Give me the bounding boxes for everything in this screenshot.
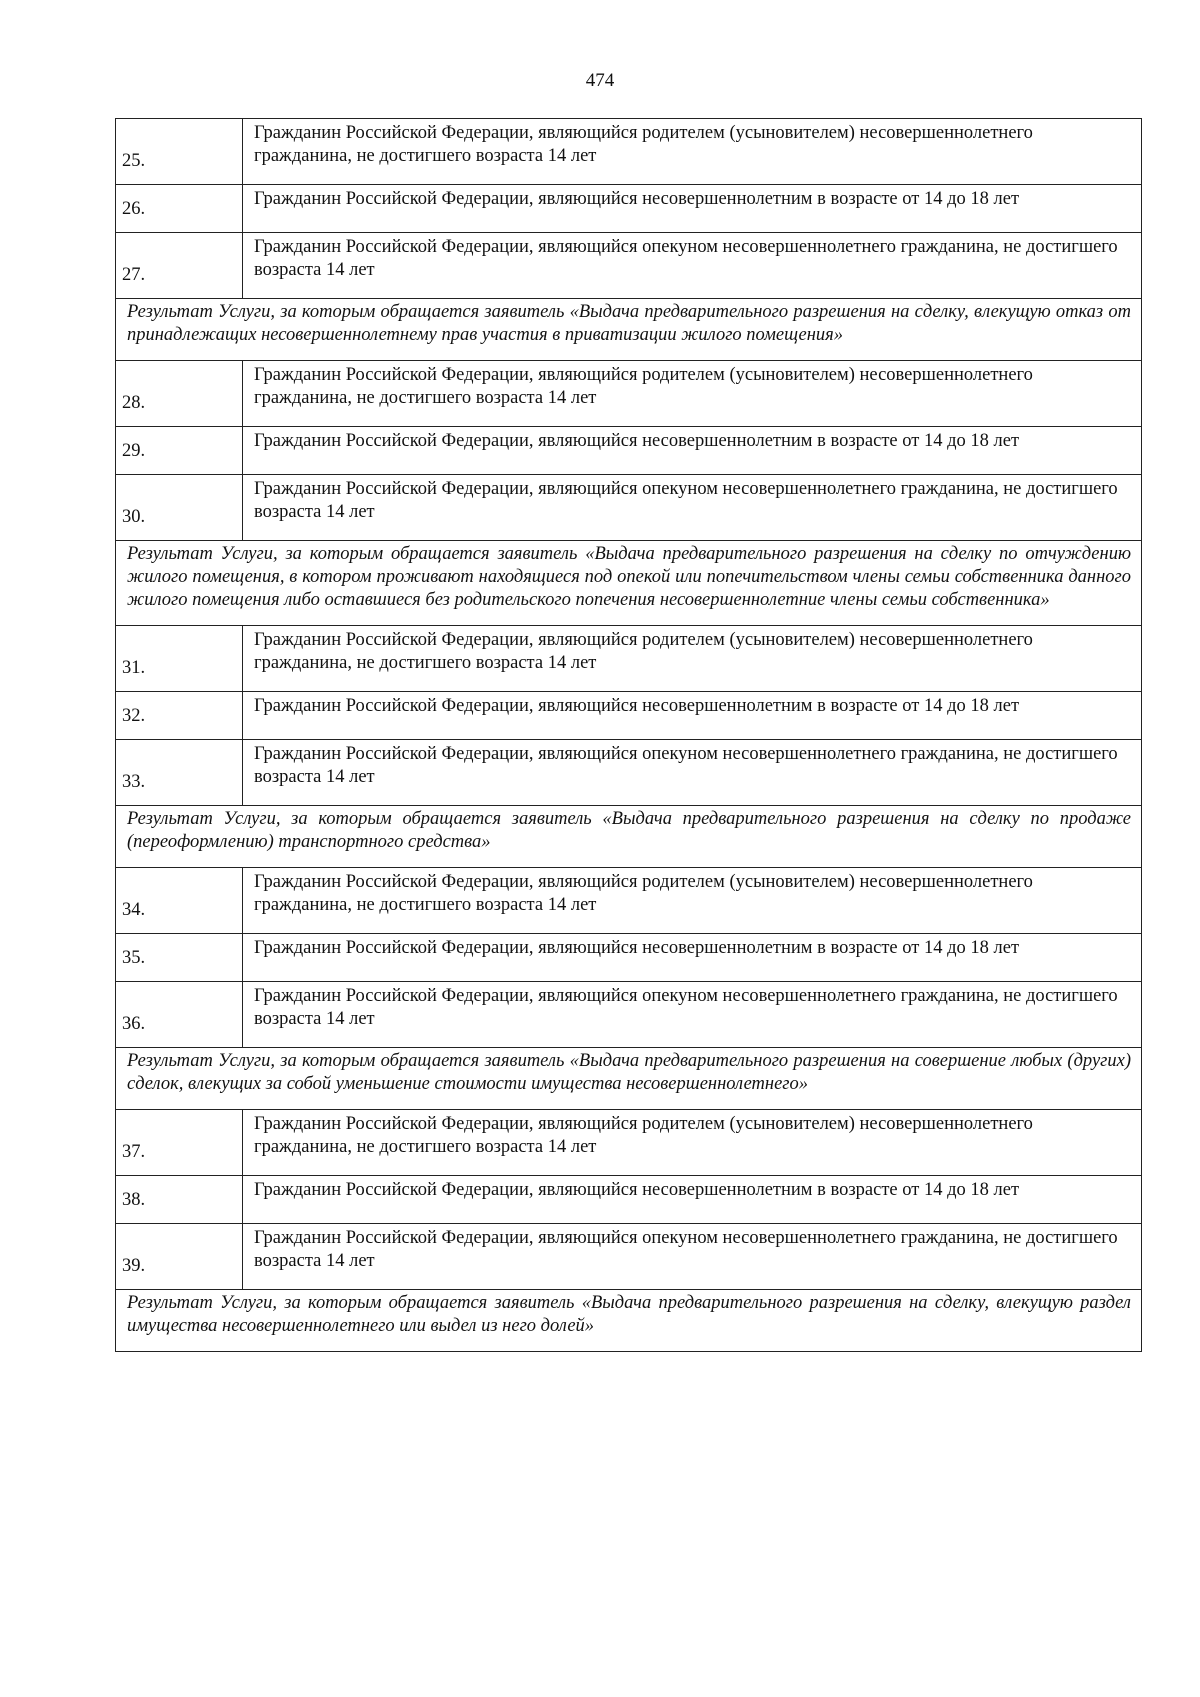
applicant-category: Гражданин Российской Федерации, являющийся несовершеннолетним в возрасте от 14 до 18 лет bbox=[243, 1176, 1142, 1224]
table-row bbox=[116, 1224, 1142, 1290]
service-result-heading: Результат Услуги, за которым обращается заявитель «Выдача предварительного разрешения на сделку, влекущую раздел имущества несовершеннолетнего или выдел из него долей» bbox=[116, 1290, 1142, 1352]
applicant-category: Гражданин Российской Федерации, являющийся опекуном несовершеннолетнего гражданина, не достигшего возраста 14 лет bbox=[243, 475, 1142, 541]
service-result-heading: Результат Услуги, за которым обращается заявитель «Выдача предварительного разрешения на сделку по отчуждению жилого помещения, в котором проживают находящиеся под опекой или попечительством члены семьи собственника данного жилого помещения либо оставшиеся без родительского попечения несовершеннолетние члены семьи собственника» bbox=[116, 541, 1142, 626]
table-row bbox=[116, 692, 1142, 740]
row-number: 32. bbox=[122, 706, 146, 726]
applicants-table bbox=[115, 118, 1142, 1352]
row-number: 35. bbox=[122, 948, 146, 968]
row-number-cell bbox=[116, 361, 243, 427]
row-number-cell bbox=[116, 185, 243, 233]
row-number-cell bbox=[116, 626, 243, 692]
applicant-category: Гражданин Российской Федерации, являющийся несовершеннолетним в возрасте от 14 до 18 лет bbox=[243, 692, 1142, 740]
row-number: 30. bbox=[122, 507, 146, 527]
row-number-cell bbox=[116, 233, 243, 299]
row-number: 29. bbox=[122, 441, 146, 461]
row-number-cell bbox=[116, 934, 243, 982]
applicant-category: Гражданин Российской Федерации, являющийся опекуном несовершеннолетнего гражданина, не достигшего возраста 14 лет bbox=[243, 982, 1142, 1048]
row-number: 27. bbox=[122, 265, 146, 285]
row-number-cell bbox=[116, 982, 243, 1048]
table-row bbox=[116, 475, 1142, 541]
row-number: 25. bbox=[122, 151, 146, 171]
row-number: 38. bbox=[122, 1190, 146, 1210]
applicant-category: Гражданин Российской Федерации, являющийся опекуном несовершеннолетнего гражданина, не достигшего возраста 14 лет bbox=[243, 1224, 1142, 1290]
row-number: 31. bbox=[122, 658, 146, 678]
applicant-category: Гражданин Российской Федерации, являющийся опекуном несовершеннолетнего гражданина, не достигшего возраста 14 лет bbox=[243, 233, 1142, 299]
row-number-cell bbox=[116, 427, 243, 475]
table-row bbox=[116, 233, 1142, 299]
table-row bbox=[116, 427, 1142, 475]
row-number-cell bbox=[116, 868, 243, 934]
applicant-category: Гражданин Российской Федерации, являющийся несовершеннолетним в возрасте от 14 до 18 лет bbox=[243, 427, 1142, 475]
table-row bbox=[116, 1176, 1142, 1224]
row-number: 34. bbox=[122, 900, 146, 920]
row-number-cell bbox=[116, 119, 243, 185]
table-row bbox=[116, 934, 1142, 982]
table-row bbox=[116, 868, 1142, 934]
result-row bbox=[116, 1048, 1142, 1110]
table-row bbox=[116, 982, 1142, 1048]
row-number: 33. bbox=[122, 772, 146, 792]
result-row bbox=[116, 541, 1142, 626]
row-number: 37. bbox=[122, 1142, 146, 1162]
row-number: 26. bbox=[122, 199, 146, 219]
result-row bbox=[116, 806, 1142, 868]
applicant-category: Гражданин Российской Федерации, являющийся несовершеннолетним в возрасте от 14 до 18 лет bbox=[243, 185, 1142, 233]
row-number-cell bbox=[116, 1110, 243, 1176]
row-number-cell bbox=[116, 692, 243, 740]
applicant-category: Гражданин Российской Федерации, являющийся родителем (усыновителем) несовершеннолетнего гражданина, не достигшего возраста 14 лет bbox=[243, 119, 1142, 185]
applicant-category: Гражданин Российской Федерации, являющийся родителем (усыновителем) несовершеннолетнего гражданина, не достигшего возраста 14 лет bbox=[243, 361, 1142, 427]
result-row bbox=[116, 1290, 1142, 1352]
applicant-category: Гражданин Российской Федерации, являющийся родителем (усыновителем) несовершеннолетнего гражданина, не достигшего возраста 14 лет bbox=[243, 626, 1142, 692]
row-number-cell bbox=[116, 1224, 243, 1290]
service-result-heading: Результат Услуги, за которым обращается заявитель «Выдача предварительного разрешения на совершение любых (других) сделок, влекущих за собой уменьшение стоимости имущества несовершеннолетнего» bbox=[116, 1048, 1142, 1110]
table-row bbox=[116, 1110, 1142, 1176]
page-number: 474 bbox=[585, 70, 615, 91]
service-result-heading: Результат Услуги, за которым обращается заявитель «Выдача предварительного разрешения на сделку по продаже (переоформлению) транспортного средства» bbox=[116, 806, 1142, 868]
service-result-heading: Результат Услуги, за которым обращается заявитель «Выдача предварительного разрешения на сделку, влекущую отказ от принадлежащих несовершеннолетнему прав участия в приватизации жилого помещения» bbox=[116, 299, 1142, 361]
applicant-category: Гражданин Российской Федерации, являющийся родителем (усыновителем) несовершеннолетнего гражданина, не достигшего возраста 14 лет bbox=[243, 1110, 1142, 1176]
table-row bbox=[116, 361, 1142, 427]
table-row bbox=[116, 740, 1142, 806]
table-row bbox=[116, 185, 1142, 233]
row-number: 36. bbox=[122, 1014, 146, 1034]
table-row bbox=[116, 626, 1142, 692]
applicant-category: Гражданин Российской Федерации, являющийся родителем (усыновителем) несовершеннолетнего гражданина, не достигшего возраста 14 лет bbox=[243, 868, 1142, 934]
applicant-category: Гражданин Российской Федерации, являющийся несовершеннолетним в возрасте от 14 до 18 лет bbox=[243, 934, 1142, 982]
row-number-cell bbox=[116, 475, 243, 541]
applicant-category: Гражданин Российской Федерации, являющийся опекуном несовершеннолетнего гражданина, не достигшего возраста 14 лет bbox=[243, 740, 1142, 806]
row-number: 39. bbox=[122, 1256, 146, 1276]
table-body bbox=[116, 119, 1142, 1352]
row-number-cell bbox=[116, 1176, 243, 1224]
row-number: 28. bbox=[122, 393, 146, 413]
table-row bbox=[116, 119, 1142, 185]
result-row bbox=[116, 299, 1142, 361]
row-number-cell bbox=[116, 740, 243, 806]
